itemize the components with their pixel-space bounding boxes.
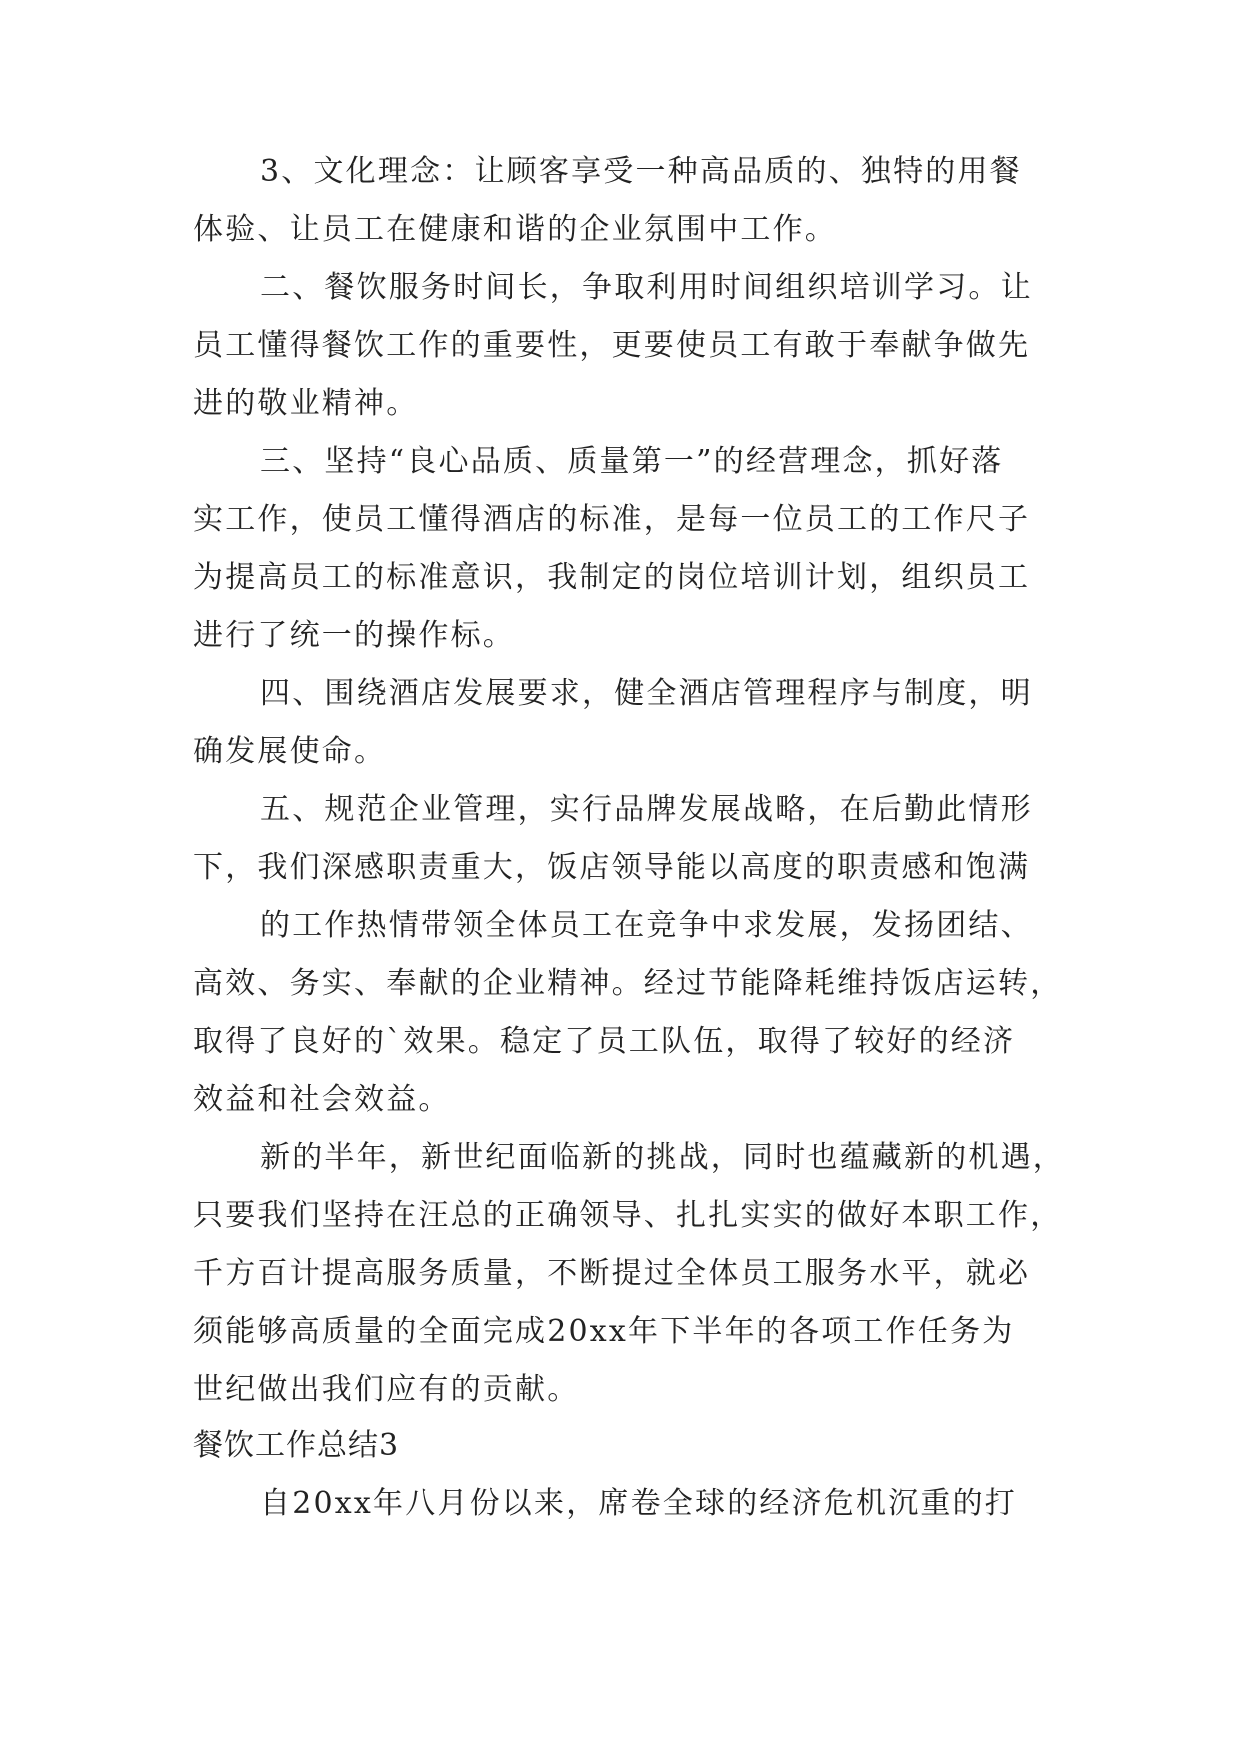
text-line: 进的敬业精神。: [193, 386, 419, 421]
text-line: 二、餐饮服务时间长，争取利用时间组织培训学习。让: [260, 270, 1033, 305]
text-line: 世纪做出我们应有的贡献。: [193, 1372, 580, 1407]
text-line: 体验、让员工在健康和谐的企业氛围中工作。: [193, 212, 837, 247]
text-line: 员工懂得餐饮工作的重要性，更要使员工有敢于奉献争做先: [193, 328, 1031, 363]
text-line: 新的半年，新世纪面临新的挑战，同时也蕴藏新的机遇，: [260, 1140, 1065, 1175]
text-line: 四、围绕酒店发展要求，健全酒店管理程序与制度，明: [260, 676, 1033, 711]
text-line: 三、坚持“良心品质、质量第一”的经营理念，抓好落: [260, 444, 1004, 479]
text-line: 自20xx年八月份以来，席卷全球的经济危机沉重的打: [260, 1486, 1018, 1521]
text-line: 千方百计提高服务质量，不断提过全体员工服务水平，就必: [193, 1256, 1031, 1291]
text-line: 高效、务实、奉献的企业精神。经过节能降耗维持饭店运转，: [193, 966, 1063, 1001]
text-line: 下，我们深感职责重大，饭店领导能以高度的职责感和饱满: [193, 850, 1031, 885]
text-line: 进行了统一的操作标。: [193, 618, 515, 653]
text-line: 3、文化理念：让顾客享受一种高品质的、独特的用餐: [260, 154, 1022, 189]
text-line: 确发展使命。: [193, 734, 387, 769]
section-heading: 餐饮工作总结3: [193, 1428, 400, 1463]
text-line: 实工作，使员工懂得酒店的标准，是每一位员工的工作尺子: [193, 502, 1031, 537]
text-line: 的工作热情带领全体员工在竞争中求发展，发扬团结、: [260, 908, 1033, 943]
text-line: 效益和社会效益。: [193, 1082, 451, 1117]
text-line: 为提高员工的标准意识，我制定的岗位培训计划，组织员工: [193, 560, 1031, 595]
text-line: 须能够高质量的全面完成20xx年下半年的各项工作任务为: [193, 1314, 1015, 1349]
text-line: 五、规范企业管理，实行品牌发展战略，在后勤此情形: [260, 792, 1033, 827]
text-line: 只要我们坚持在汪总的正确领导、扎扎实实的做好本职工作，: [193, 1198, 1063, 1233]
text-line: 取得了良好的`效果。稳定了员工队伍，取得了较好的经济: [193, 1024, 1016, 1059]
